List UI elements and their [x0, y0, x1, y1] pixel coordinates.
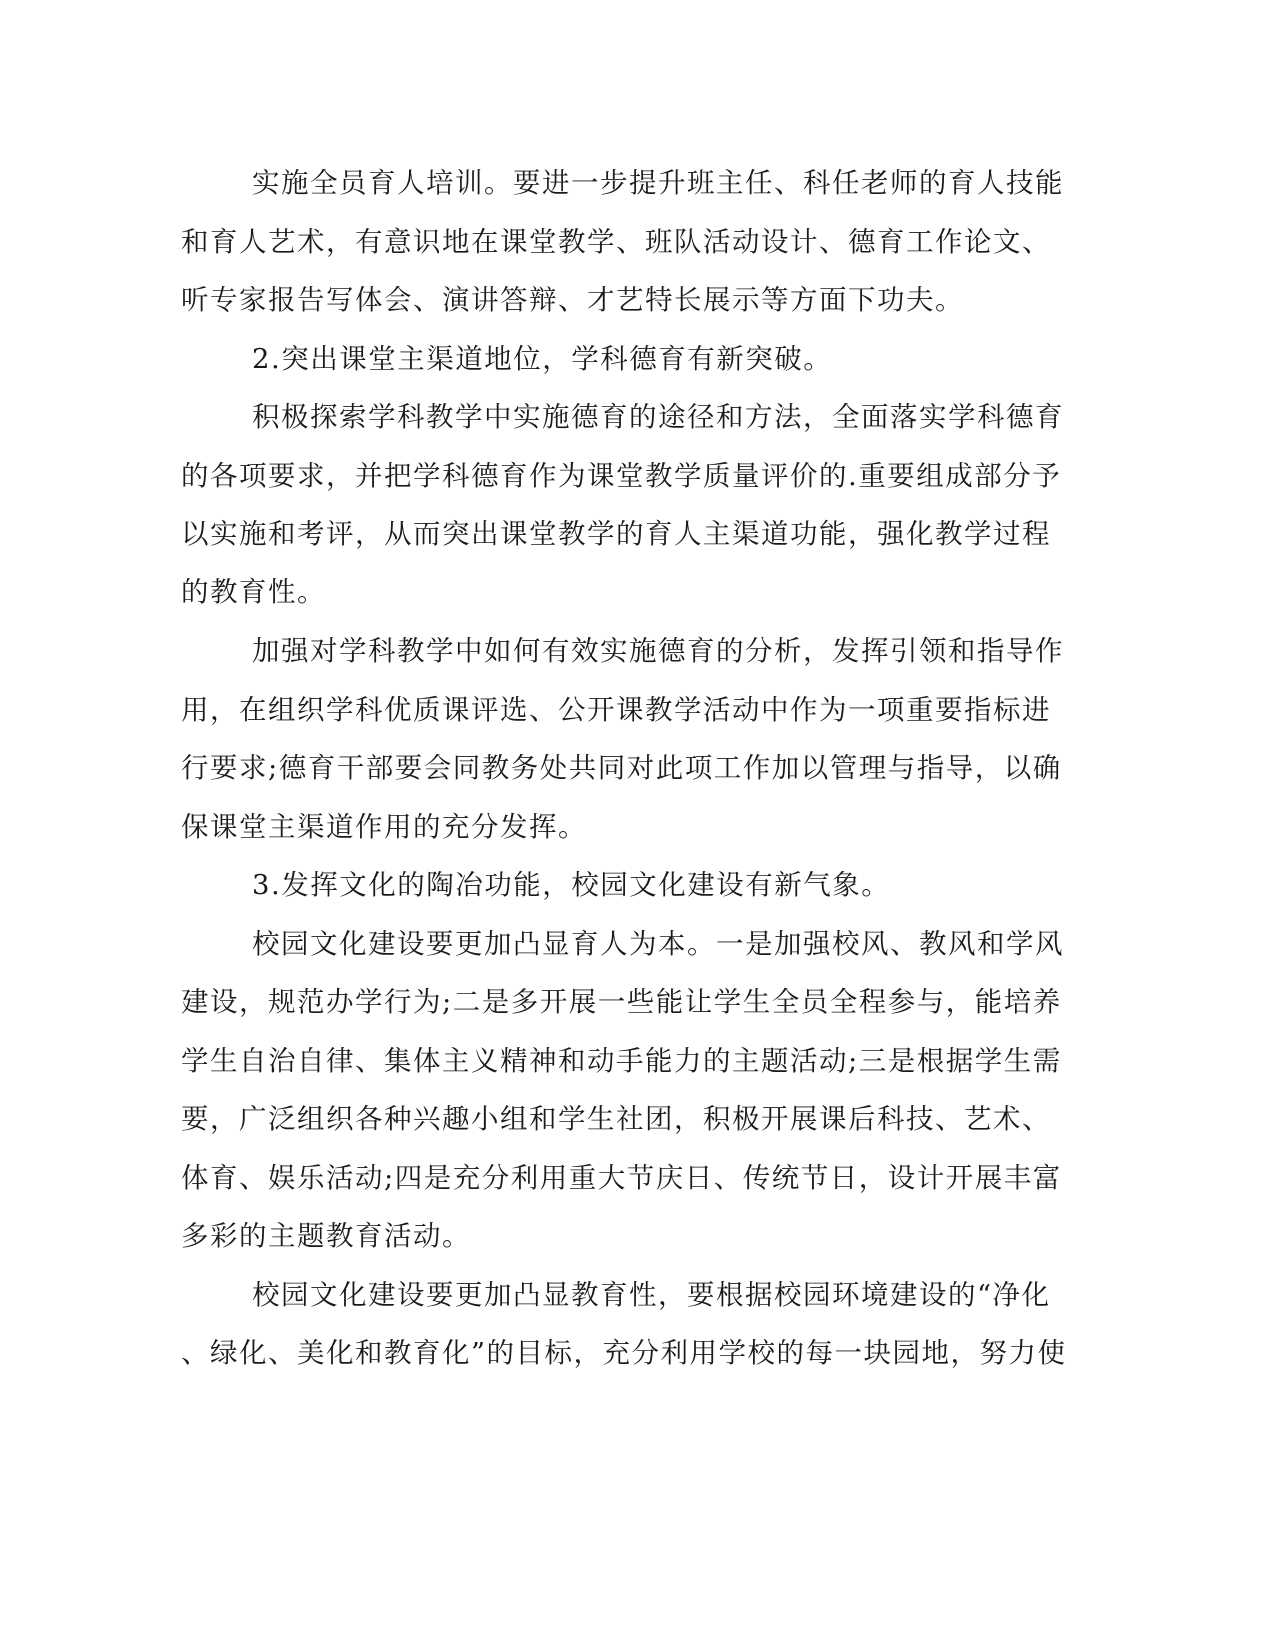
- text-line: 校园文化建设要更加凸显育人为本。一是加强校风、教风和学风: [252, 928, 1064, 960]
- text-line: 加强对学科教学中如何有效实施德育的分析，发挥引领和指导作: [252, 635, 1064, 667]
- text-line: 学生自治自律、集体主义精神和动手能力的主题活动;三是根据学生需: [181, 1045, 1062, 1077]
- text-line: 的各项要求，并把学科德育作为课堂教学质量评价的.重要组成部分予: [181, 460, 1062, 492]
- text-line: 积极探索学科教学中实施德育的途径和方法，全面落实学科德育: [252, 401, 1064, 433]
- section-heading: 2.突出课堂主渠道地位，学科德育有新突破。: [252, 343, 833, 375]
- text-line: 实施全员育人培训。要进一步提升班主任、科任老师的育人技能: [252, 167, 1064, 199]
- text-line: 多彩的主题教育活动。: [181, 1220, 471, 1252]
- text-line: 和育人艺术，有意识地在课堂教学、班队活动设计、德育工作论文、: [181, 226, 1051, 258]
- text-line: 校园文化建设要更加凸显教育性，要根据校园环境建设的“净化: [252, 1279, 1051, 1311]
- text-line: 用，在组织学科优质课评选、公开课教学活动中作为一项重要指标进: [181, 694, 1051, 726]
- text-line: 以实施和考评，从而突出课堂教学的育人主渠道功能，强化教学过程: [181, 518, 1051, 550]
- text-line: 建设，规范办学行为;二是多开展一些能让学生全员全程参与，能培养: [181, 986, 1062, 1018]
- text-line: 的教育性。: [181, 576, 326, 608]
- text-line: 行要求;德育干部要会同教务处共同对此项工作加以管理与指导，以确: [181, 752, 1062, 784]
- text-line: 要，广泛组织各种兴趣小组和学生社团，积极开展课后科技、艺术、: [181, 1103, 1051, 1135]
- text-line: 听专家报告写体会、演讲答辩、才艺特长展示等方面下功夫。: [181, 284, 964, 316]
- text-line: 体育、娱乐活动;四是充分利用重大节庆日、传统节日，设计开展丰富: [181, 1162, 1062, 1194]
- text-line: 、绿化、美化和教育化”的目标，充分利用学校的每一块园地，努力使: [181, 1337, 1067, 1369]
- text-line: 保课堂主渠道作用的充分发挥。: [181, 811, 587, 843]
- section-heading: 3.发挥文化的陶冶功能，校园文化建设有新气象。: [252, 869, 891, 901]
